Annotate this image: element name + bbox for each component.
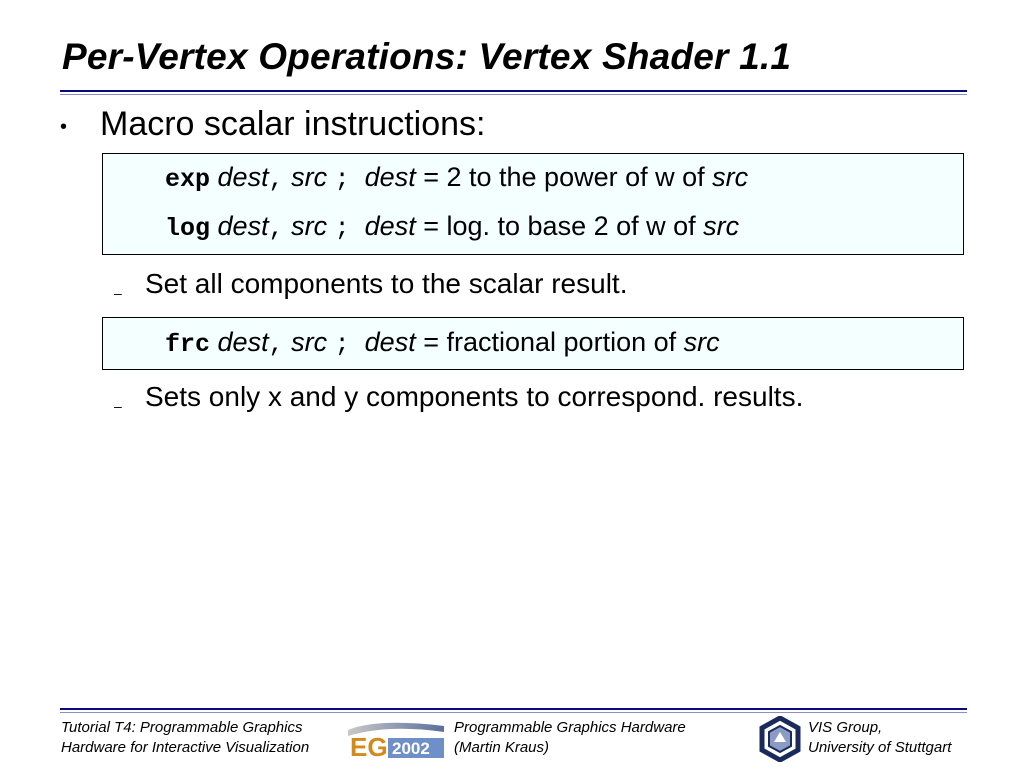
equals: = xyxy=(415,162,447,192)
operand-src: src xyxy=(291,162,328,192)
exp-instruction-line xyxy=(165,162,748,194)
operand-dest: dest xyxy=(217,162,269,192)
frc-instruction-line xyxy=(165,327,720,359)
vis-group-logo-icon xyxy=(758,716,802,762)
footer-divider-thin xyxy=(60,712,967,713)
operand-src: src xyxy=(291,211,328,241)
title-divider-thin xyxy=(60,94,967,95)
sub-bullet-marker: – xyxy=(114,285,122,301)
eg-logo-year: 2002 xyxy=(392,739,430,758)
title-divider xyxy=(60,90,967,92)
semicolon: ; xyxy=(334,165,350,194)
operand-dest: dest xyxy=(217,211,269,241)
result-dest: dest xyxy=(364,327,416,357)
comma: , xyxy=(268,330,284,359)
bullet-text: Macro scalar instructions: xyxy=(100,105,486,143)
footer-course-info xyxy=(454,718,686,758)
footer-divider xyxy=(60,708,967,710)
footer-left-line1: Tutorial T4: Programmable Graphics xyxy=(61,719,303,736)
result-dest: dest xyxy=(364,211,416,241)
semicolon: ; xyxy=(334,330,350,359)
slide-title: Per-Vertex Operations: Vertex Shader 1.1 xyxy=(62,36,792,77)
equals: = xyxy=(415,327,447,357)
footer-right-line2: University of Stuttgart xyxy=(808,739,952,756)
semicolon: ; xyxy=(334,214,350,243)
description: fractional portion of xyxy=(446,327,684,357)
description: 2 to the power of w of xyxy=(446,162,713,192)
footer-left-line2: Hardware for Interactive Visualization xyxy=(61,739,310,756)
opcode-exp: exp xyxy=(165,165,211,194)
eg-logo-letters: EG xyxy=(350,732,388,760)
comma: , xyxy=(268,165,284,194)
eurographics-2002-logo xyxy=(346,716,446,760)
log-instruction-line xyxy=(165,211,739,243)
opcode-frc: frc xyxy=(165,330,211,359)
comma: , xyxy=(268,214,284,243)
description: log. to base 2 of w of xyxy=(446,211,704,241)
footer-right-line1: VIS Group, xyxy=(808,719,883,736)
result-src: src xyxy=(703,211,740,241)
footer-institution xyxy=(808,718,951,758)
equals: = xyxy=(415,211,447,241)
footer-tutorial-info xyxy=(61,718,309,758)
sub-bullet-marker: – xyxy=(114,398,122,414)
instruction-box-frc xyxy=(102,317,964,370)
footer-mid-line2: (Martin Kraus) xyxy=(454,739,550,756)
result-dest: dest xyxy=(364,162,416,192)
result-src: src xyxy=(683,327,720,357)
footer-mid-line1: Programmable Graphics Hardware xyxy=(454,719,686,736)
opcode-log: log xyxy=(165,214,211,243)
bullet-marker: • xyxy=(60,116,68,138)
operand-dest: dest xyxy=(217,327,269,357)
operand-src: src xyxy=(291,327,328,357)
result-src: src xyxy=(712,162,749,192)
instruction-box-exp-log xyxy=(102,153,964,255)
sub-bullet-text: Sets only x and y components to correspond. results. xyxy=(145,381,804,412)
sub-bullet-text: Set all components to the scalar result. xyxy=(145,268,628,299)
